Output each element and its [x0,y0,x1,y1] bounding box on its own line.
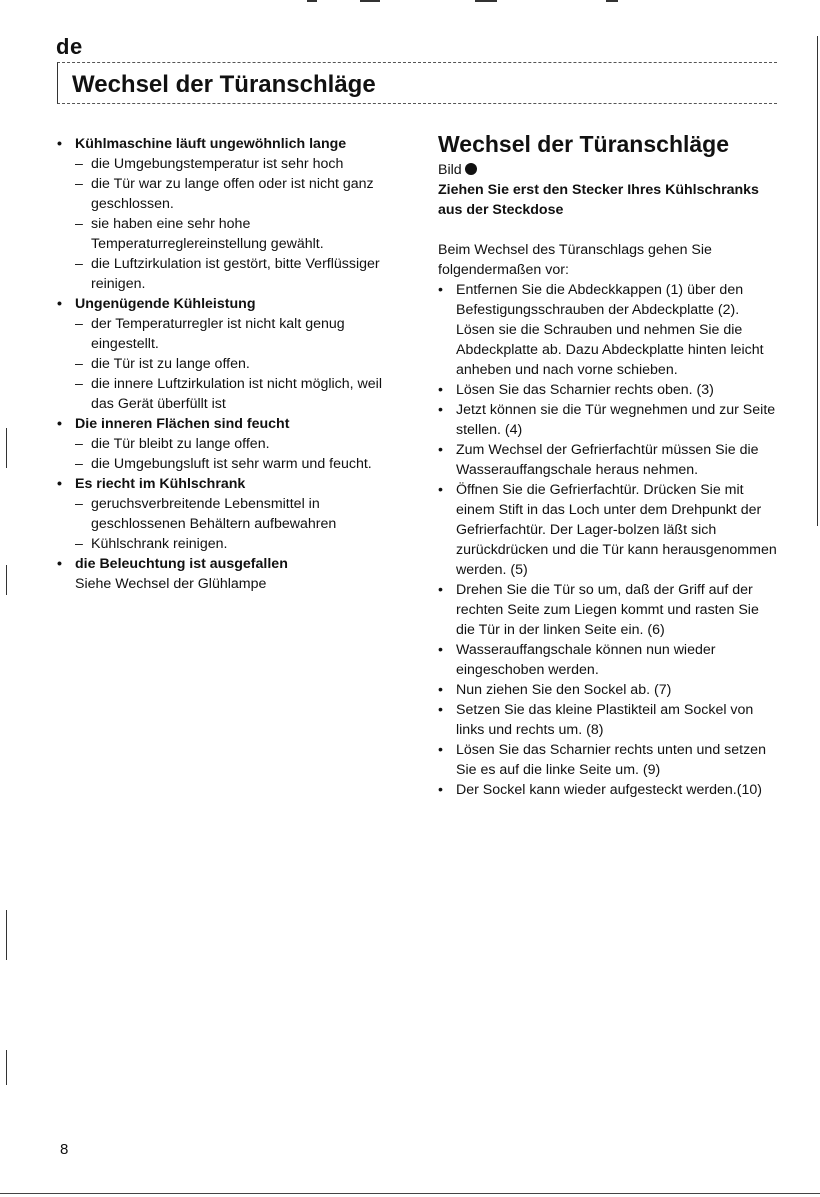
issue-item [57,134,402,294]
issue-title: • Kühlmaschine läuft ungewöhnlich lange [75,136,347,152]
issue-item [57,474,402,554]
figure-reference [438,160,778,180]
language-code: de [56,34,83,59]
scan-edge-mark [6,1050,7,1085]
issue-cause: – geruchsverbreitende Lebensmittel in geschlossenen Behältern aufbewahren [57,494,402,534]
issue-cause: – die Umgebungstemperatur ist sehr hoch [57,154,402,174]
issue-cause: – die Luftzirkulation ist gestört, bitte Verflüssiger reinigen. [57,254,402,294]
issue-cause: – die innere Luftzirkulation ist nicht möglich, weil das Gerät überfüllt ist [57,374,402,414]
scan-edge-mark [6,565,7,595]
issue-title: • Die inneren Flächen sind feucht [75,416,290,432]
step-item: • Lösen Sie das Scharnier rechts oben. (3) [438,380,778,400]
step-item: • Öffnen Sie die Gefrierfachtür. Drücken Sie mit einem Stift in das Loch unter dem Drehpunkt der Gefrierfachtür. Der Lager-bolzen läßt sich zurückdrücken und die Tür kann herausgenommen werden. (5) [438,480,778,580]
scan-edge-mark [817,36,818,526]
scan-top-marks [0,0,820,4]
door-reversal-section [438,130,778,800]
step-item: • Lösen Sie das Scharnier rechts unten und setzen Sie es auf die linke Seite um. (9) [438,740,778,780]
section-intro: Beim Wechsel des Türanschlags gehen Sie folgendermaßen vor: [438,242,712,278]
issue-item [57,294,402,414]
issue-cause: – die Tür war zu lange offen oder ist nicht ganz geschlossen. [57,174,402,214]
figure-label: Bild [438,162,462,178]
step-item: • Wasserauffangschale können nun wieder eingeschoben werden. [438,640,778,680]
header-title: Wechsel der Türanschläge [72,71,376,98]
step-item: • Jetzt können sie die Tür wegnehmen und zur Seite stellen. (4) [438,400,778,440]
safety-warning: Ziehen Sie erst den Stecker Ihres Kühlschranks aus der Steckdose [438,182,759,218]
step-item: • Zum Wechsel der Gefrierfachtür müssen Sie die Wasserauffangschale heraus nehmen. [438,440,778,480]
troubleshooting-list [57,134,402,594]
issue-title: • die Beleuchtung ist ausgefallen [75,556,288,572]
issue-item [57,414,402,474]
issue-cause: – Kühlschrank reinigen. [57,534,402,554]
page-header [57,62,777,104]
steps-list [438,280,778,800]
issue-reference: Siehe Wechsel der Glühlampe [75,576,267,592]
issue-cause: – der Temperaturregler ist nicht kalt genug eingestellt. [57,314,402,354]
issue-item [57,554,402,594]
step-item: • Nun ziehen Sie den Sockel ab. (7) [438,680,778,700]
step-item: • Der Sockel kann wieder aufgesteckt werden.(10) [438,780,778,800]
issue-cause: – die Umgebungsluft ist sehr warm und feucht. [57,454,402,474]
step-item: • Entfernen Sie die Abdeckkappen (1) über den Befestigungsschrauben der Abdeckplatte (2). Lösen sie die Schrauben und nehmen Sie die Abdeckplatte ab. Dazu Abdeckplatte hinten leicht anheben und nach vorne schieben. [438,280,778,380]
figure-number-badge [465,163,477,175]
step-item: • Drehen Sie die Tür so um, daß der Griff auf der rechten Seite zum Liegen kommt und rasten Sie die Tür in der linken Seite ein. (6) [438,580,778,640]
scan-edge-mark [6,910,7,960]
issue-title: • Es riecht im Kühlschrank [75,476,246,492]
page-number: 8 [60,1141,69,1158]
step-item: • Setzen Sie das kleine Plastikteil am Sockel von links und rechts um. (8) [438,700,778,740]
issue-cause: – sie haben eine sehr hohe Temperaturreglereinstellung gewählt. [57,214,402,254]
bottom-rule [0,1193,820,1194]
issue-cause: – die Tür ist zu lange offen. [57,354,402,374]
section-title: Wechsel der Türanschläge [438,131,730,157]
issue-title: • Ungenügende Kühleistung [75,296,256,312]
issue-cause: – die Tür bleibt zu lange offen. [57,434,402,454]
scan-edge-mark [6,428,7,468]
